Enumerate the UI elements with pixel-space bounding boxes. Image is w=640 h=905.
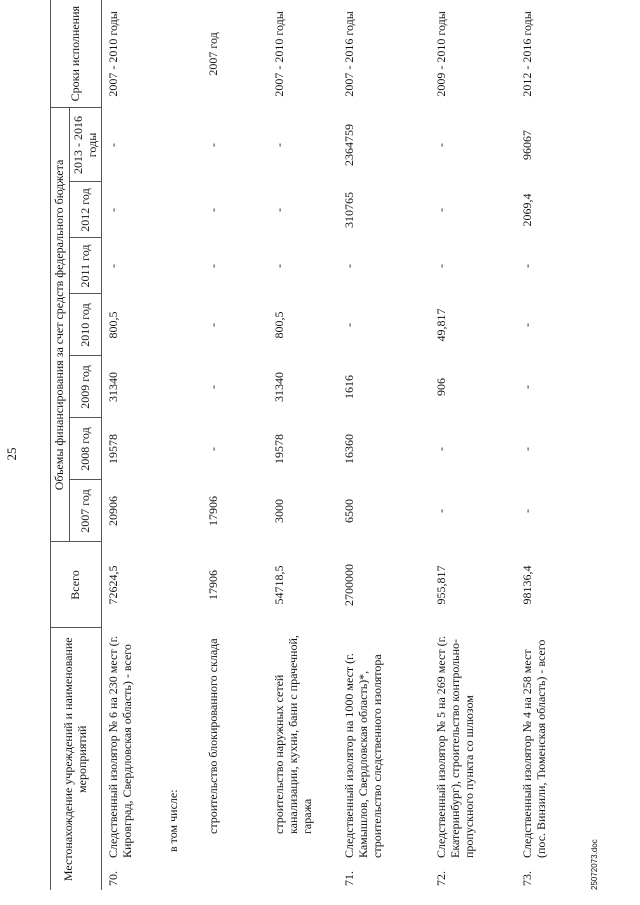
cell-y2007: - [434,509,449,513]
table-row [268,0,338,890]
row-number: 73. [520,871,535,886]
cell-terms: 2007 год [206,32,221,76]
cell-terms: 2007 - 2016 годы [342,11,357,97]
row-name-cell [516,628,596,890]
cell-y2012: 2069,4 [520,193,535,227]
cell-y2010: 49,817 [434,308,449,342]
cell-y2008: - [206,447,221,451]
table-row [516,0,596,890]
table-row [202,0,268,890]
header-total: Всего [51,542,102,628]
cell-y2009: - [520,385,535,389]
header-2007: 2007 год [69,480,102,542]
cell-y2012: 310765 [342,192,357,228]
cell-y2013 [162,108,202,182]
header-financing-group: Объемы финансирования за счет средств федерального бюджета [51,108,70,542]
cell-terms: 2012 - 2016 годы [520,11,535,97]
cell-y2013: 96067 [520,129,535,160]
cell-y2007: 3000 [272,499,287,523]
header-2010: 2010 год [69,294,102,356]
cell-y2008: 19578 [106,434,121,464]
header-2009: 2009 год [69,356,102,418]
cell-y2008: 16360 [342,434,357,464]
cell-total: 98136,4 [520,565,535,605]
cell-y2013: 2364759 [342,123,357,166]
cell-y2012: - [272,208,287,212]
cell-y2012: - [434,208,449,212]
header-terms: Сроки исполнения [51,0,102,108]
cell-y2011: - [520,264,535,268]
cell-terms: 2009 - 2010 годы [434,11,449,97]
cell-total [162,542,202,628]
cell-terms: 2007 - 2010 годы [272,11,287,97]
row-name-cell [102,628,163,890]
cell-y2012 [162,182,202,238]
header-location: Местонахождение учреждений и наименование мероприятий [51,628,102,890]
cell-y2010: 800,5 [106,311,121,339]
cell-y2013: - [206,142,221,147]
cell-y2009 [162,356,202,418]
row-label: Следственный изолятор на 1000 мест (г. Камышлов, Свердловская область)*, строительство следственного изолятора [342,653,384,858]
cell-terms [162,0,202,108]
cell-y2010: 800,5 [272,311,287,339]
cell-y2007: 17906 [206,496,221,526]
cell-y2009: - [206,385,221,389]
cell-y2010: - [342,323,357,327]
cell-y2011 [162,238,202,294]
table-row [162,0,202,890]
row-label: Следственный изолятор № 6 на 230 мест (г. Кировград, Свердловская область) - всего [106,635,135,858]
row-number: 72. [434,871,449,886]
rotated-page [50,0,640,890]
cell-y2012: - [106,208,121,212]
cell-y2009: 1616 [342,375,357,399]
table-row [338,0,430,890]
table-row [102,0,163,890]
cell-y2009: 31340 [272,372,287,402]
cell-y2010: - [206,323,221,327]
cell-y2010: - [520,323,535,327]
cell-total: 54718,5 [272,565,287,605]
table-row [430,0,516,890]
row-label: Следственный изолятор № 4 на 258 мест (пос. Винзили, Тюменская область) - всего [520,639,549,858]
header-2011: 2011 год [69,238,102,294]
cell-y2013: - [106,142,121,147]
footer-filename: 25072073.doc [590,839,599,890]
row-label: строительство блокированного склада [206,638,221,834]
cell-total: 955,817 [434,565,449,605]
cell-y2011: - [206,264,221,268]
cell-y2011: - [342,264,357,268]
cell-y2009: 906 [434,378,449,396]
row-label: строительство наружных сетей канализации, кухни, бани с прачечной, гаража [272,635,314,834]
cell-y2007: 6500 [342,499,357,523]
cell-y2008 [162,418,202,480]
row-name-cell [430,628,516,890]
cell-y2008: - [520,447,535,451]
financing-table [50,0,596,890]
row-label: в том числе: [166,789,181,852]
row-name-cell [268,628,338,890]
cell-terms: 2007 - 2010 годы [106,11,121,97]
header-2013-2016: 2013 - 2016 годы [69,108,102,182]
cell-y2013: - [272,142,287,147]
cell-y2008: 19578 [272,434,287,464]
cell-total: 17906 [206,570,221,600]
row-label: Следственный изолятор № 5 на 269 мест (г. Екатеринбург), строительство контрольно-пропускного пункта со шлюзом [434,635,476,858]
row-name-cell [338,628,430,890]
cell-total: 72624,5 [106,565,121,605]
row-number: 71. [342,871,357,886]
cell-y2007 [162,480,202,542]
header-2012: 2012 год [69,182,102,238]
header-2008: 2008 год [69,418,102,480]
cell-y2007: - [520,509,535,513]
cell-y2007: 20906 [106,496,121,526]
row-number: 70. [106,871,121,886]
row-name-cell [162,628,202,890]
cell-y2011: - [272,264,287,268]
cell-y2008: - [434,447,449,451]
cell-y2011: - [106,264,121,268]
row-name-cell [202,628,268,890]
page-number: 25 [4,447,19,461]
cell-y2009: 31340 [106,372,121,402]
cell-y2010 [162,294,202,356]
cell-y2012: - [206,208,221,212]
cell-total: 2700000 [342,564,357,606]
cell-y2011: - [434,264,449,268]
cell-y2013: - [434,142,449,147]
